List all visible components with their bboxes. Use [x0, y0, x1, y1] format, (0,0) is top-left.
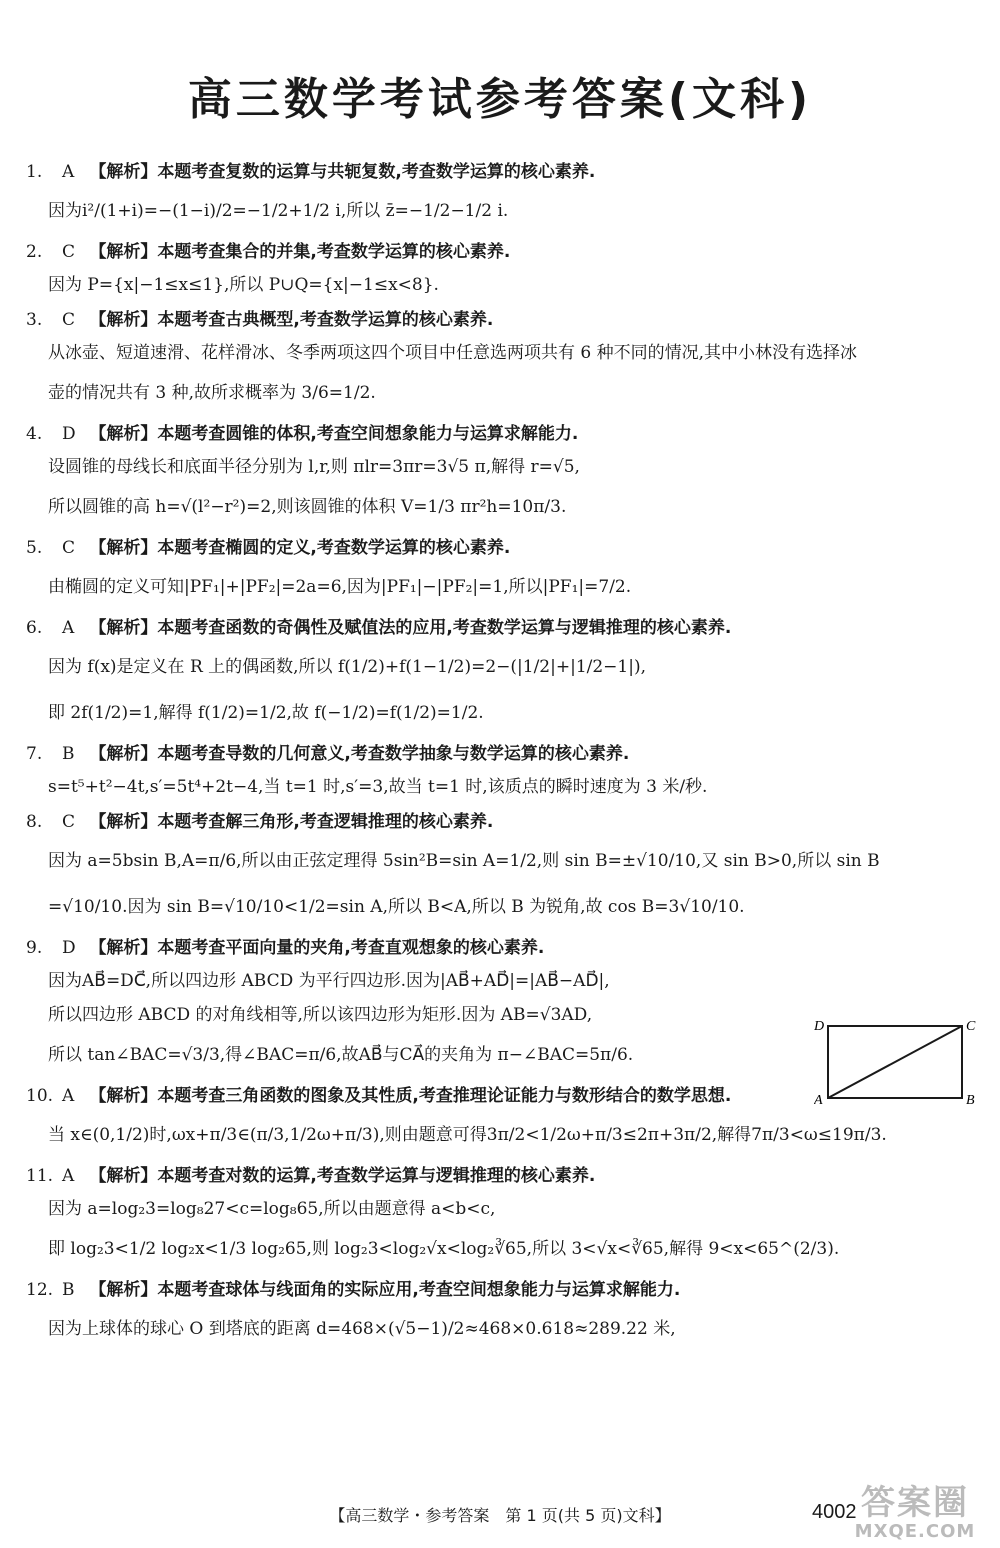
question-8 [26, 808, 974, 928]
analysis-description: 本题考查对数的运算,考查数学运算与逻辑推理的核心素养. [157, 1166, 596, 1186]
question-header [26, 158, 974, 186]
question-6 [26, 614, 974, 734]
question-4 [26, 420, 974, 528]
answer-letter: C [62, 310, 76, 330]
question-number: 6. [26, 618, 43, 638]
analysis-tag: 【解析】 [89, 424, 158, 444]
solution-line: s=t⁵+t²−4t,s′=5t⁴+2t−4,当 t=1 时,s′=3,故当 t=1 时,该质点的瞬时速度为 3 米/秒. [48, 777, 708, 797]
solution-line: 设圆锥的母线长和底面半径分别为 l,r,则 πlr=3πr=3√5 π,解得 r=√5, [48, 457, 580, 477]
solution-line: 即 log₂3<1/2 log₂x<1/3 log₂65,则 log₂3<log₂√x<log₂∛65,所以 3<√x<∛65,解得 9<x<65^(2/3). [48, 1239, 840, 1259]
document-code: 4002 [812, 1501, 857, 1523]
solution-line: 因为上球体的球心 O 到塔底的距离 d=468×(√5−1)/2≈468×0.618≈289.22 米, [48, 1319, 676, 1339]
question-2 [26, 238, 974, 300]
answer-letter: C [62, 242, 76, 262]
question-12 [26, 1276, 974, 1350]
answer-letter: B [62, 744, 75, 764]
rectangle-abcd-diagram [814, 1018, 984, 1110]
analysis-tag: 【解析】 [89, 538, 158, 558]
solution-line: 所以 tan∠BAC=√3/3,得∠BAC=π/6,故AB⃗与CA⃗的夹角为 π−∠BAC=5π/6. [48, 1045, 634, 1065]
analysis-description: 本题考查复数的运算与共轭复数,考查数学运算的核心素养. [157, 162, 596, 182]
solution-line: 因为AB⃗=DC⃗,所以四边形 ABCD 为平行四边形.因为|AB⃗+AD⃗|=|AB⃗−AD⃗|, [48, 971, 610, 991]
analysis-tag: 【解析】 [89, 1086, 158, 1106]
answer-letter: C [62, 812, 76, 832]
analysis-description: 本题考查解三角形,考查逻辑推理的核心素养. [157, 812, 494, 832]
vertex-label-b: B [966, 1093, 975, 1108]
question-number: 4. [26, 424, 43, 444]
question-header [26, 238, 974, 266]
watermark-stamp [840, 1484, 990, 1544]
solution-line: =√10/10.因为 sin B=√10/10<1/2=sin A,所以 B<A,所以 B 为锐角,故 cos B=3√10/10. [48, 897, 745, 917]
question-header [26, 740, 974, 768]
analysis-tag: 【解析】 [89, 1166, 158, 1186]
question-7 [26, 740, 974, 802]
question-number: 12. [26, 1280, 54, 1300]
question-header [26, 534, 974, 562]
page-footer: 【高三数学・参考答案 第 1 页(共 5 页)文科】 [329, 1506, 671, 1525]
analysis-tag: 【解析】 [89, 162, 158, 182]
solution-line: 所以四边形 ABCD 的对角线相等,所以该四边形为矩形.因为 AB=√3AD, [48, 1005, 593, 1025]
question-number: 2. [26, 242, 43, 262]
question-header [26, 420, 974, 448]
vertex-label-c: C [966, 1019, 976, 1034]
answer-letter: A [62, 1166, 75, 1186]
page-title: 高三数学考试参考答案(文科) [187, 74, 813, 125]
solution-line: 因为 a=5bsin B,A=π/6,所以由正弦定理得 5sin²B=sin A=1/2,则 sin B=±√10/10,又 sin B>0,所以 sin B [48, 851, 880, 871]
answer-letter: B [62, 1280, 75, 1300]
question-number: 9. [26, 938, 43, 958]
diagonal-ac [828, 1026, 962, 1098]
analysis-tag: 【解析】 [89, 1280, 158, 1300]
solution-line: 由椭圆的定义可知|PF₁|+|PF₂|=2a=6,因为|PF₁|−|PF₂|=1,所以|PF₁|=7/2. [48, 577, 632, 597]
vertex-label-d: D [814, 1019, 825, 1034]
analysis-tag: 【解析】 [89, 812, 158, 832]
solution-line: 因为i²/(1+i)=−(1−i)/2=−1/2+1/2 i,所以 z̄=−1/2−1/2 i. [48, 201, 509, 221]
solution-line: 因为 f(x)是定义在 R 上的偶函数,所以 f(1/2)+f(1−1/2)=2−(|1/2|+|1/2−1|), [48, 657, 647, 677]
analysis-description: 本题考查集合的并集,考查数学运算的核心素养. [157, 242, 511, 262]
solution-line: 因为 P={x|−1≤x≤1},所以 P∪Q={x|−1≤x<8}. [48, 275, 439, 295]
question-number: 8. [26, 812, 43, 832]
stamp-url: MXQE.COM [854, 1521, 976, 1542]
question-number: 1. [26, 162, 43, 182]
question-number: 5. [26, 538, 43, 558]
solution-line: 因为 a=log₂3=log₈27<c=log₈65,所以由题意得 a<b<c, [48, 1199, 496, 1219]
analysis-description: 本题考查平面向量的夹角,考查直观想象的核心素养. [157, 938, 545, 958]
solution-line: 壶的情况共有 3 种,故所求概率为 3/6=1/2. [48, 383, 376, 403]
analysis-description: 本题考查函数的奇偶性及赋值法的应用,考查数学运算与逻辑推理的核心素养. [157, 618, 732, 638]
analysis-tag: 【解析】 [89, 938, 158, 958]
solution-line: 当 x∈(0,1/2)时,ωx+π/3∈(π/3,1/2ω+π/3),则由题意可得3π/2<1/2ω+π/3≤2π+3π/2,解得7π/3<ω≤19π/3. [48, 1125, 887, 1145]
answer-letter: D [62, 938, 76, 958]
question-11 [26, 1162, 974, 1270]
question-list [26, 158, 974, 1350]
analysis-tag: 【解析】 [89, 744, 158, 764]
analysis-description: 本题考查导数的几何意义,考查数学抽象与数学运算的核心素养. [157, 744, 630, 764]
question-header [26, 614, 974, 642]
answer-letter: D [62, 424, 76, 444]
question-number: 7. [26, 744, 43, 764]
analysis-tag: 【解析】 [89, 310, 158, 330]
analysis-tag: 【解析】 [89, 618, 158, 638]
question-header [26, 934, 974, 962]
analysis-description: 本题考查圆锥的体积,考查空间想象能力与运算求解能力. [157, 424, 579, 444]
answer-letter: A [62, 162, 75, 182]
question-3 [26, 306, 974, 414]
question-5 [26, 534, 974, 608]
question-header [26, 1276, 974, 1304]
answer-letter: A [62, 618, 75, 638]
question-number: 11. [26, 1166, 54, 1186]
analysis-description: 本题考查椭圆的定义,考查数学运算的核心素养. [157, 538, 511, 558]
solution-line: 从冰壶、短道速滑、花样滑冰、冬季两项这四个项目中任意选两项共有 6 种不同的情况,其中小林没有选择冰 [48, 343, 858, 363]
vertex-label-a: A [814, 1093, 823, 1108]
question-1 [26, 158, 974, 232]
analysis-description: 本题考查球体与线面角的实际应用,考查空间想象能力与运算求解能力. [157, 1280, 681, 1300]
question-number: 3. [26, 310, 43, 330]
question-header [26, 1162, 974, 1190]
answer-letter: A [62, 1086, 75, 1106]
solution-line: 所以圆锥的高 h=√(l²−r²)=2,则该圆锥的体积 V=1/3 πr²h=10π/3. [48, 497, 567, 517]
analysis-description: 本题考查三角函数的图象及其性质,考查推理论证能力与数形结合的数学思想. [157, 1086, 732, 1106]
solution-line: 即 2f(1/2)=1,解得 f(1/2)=1/2,故 f(−1/2)=f(1/2)=1/2. [48, 703, 484, 723]
answer-letter: C [62, 538, 76, 558]
analysis-description: 本题考查古典概型,考查数学运算的核心素养. [157, 310, 494, 330]
question-header [26, 306, 974, 334]
analysis-tag: 【解析】 [89, 242, 158, 262]
stamp-text: 答案圈 [861, 1483, 969, 1523]
question-number: 10. [26, 1086, 54, 1106]
question-header [26, 808, 974, 836]
